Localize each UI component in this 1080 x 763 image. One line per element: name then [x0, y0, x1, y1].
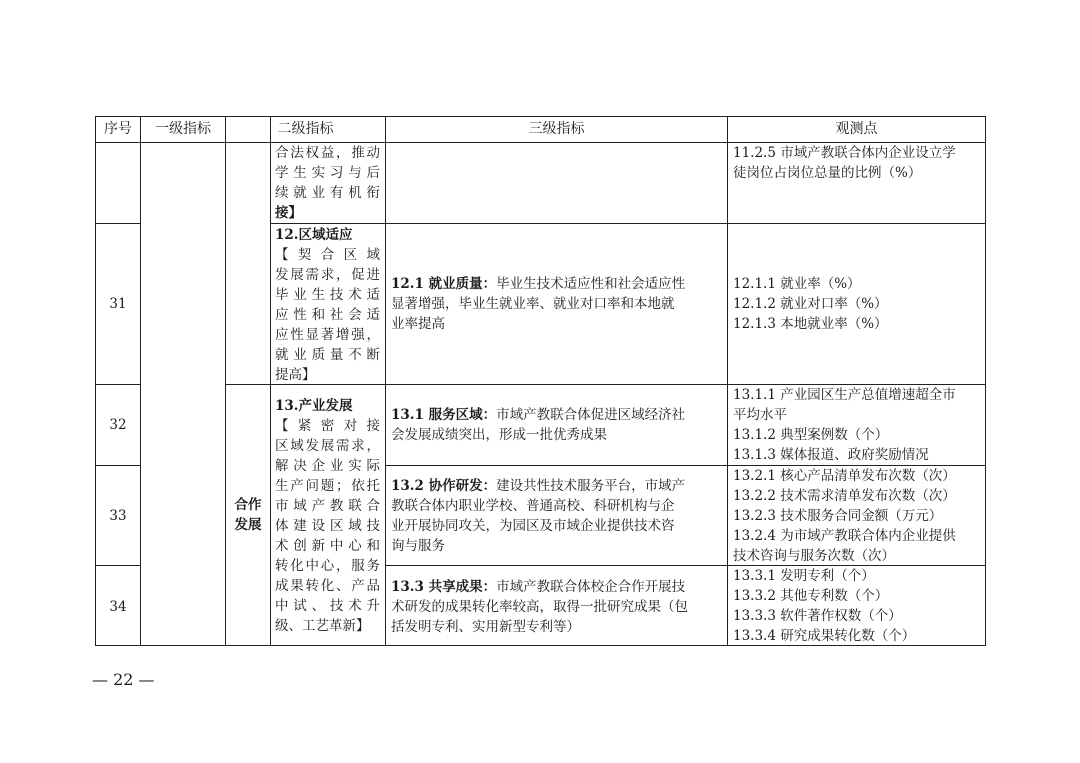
- row-33-observation-line: 13.2.4 为市域产教联合体内企业提供: [733, 528, 956, 544]
- row-33-level3-line: 询与服务: [391, 538, 445, 554]
- row-31-level3-title: 12.1 就业质量：: [391, 276, 497, 292]
- row-31-level3-line: 业率提高: [391, 316, 445, 332]
- row-32-level3-line: 会发展成绩突出，形成一批优秀成果: [391, 427, 607, 443]
- industry-level2-line: 级、工艺革新】: [275, 618, 370, 634]
- row-32-observation-line: 13.1.2 典型案例数（个）: [733, 427, 889, 443]
- header-level1: 一级指标: [155, 121, 211, 137]
- row-31-seq: 31: [109, 296, 127, 312]
- row-32-observation-line: 13.1.3 媒体报道、政府奖励情况: [733, 447, 929, 463]
- row-34-observation-line: 13.3.2 其他专利数（个）: [733, 588, 889, 604]
- continued-level2-line: 接】: [275, 205, 302, 221]
- row-34-level3-text: 市域产教联合体校企合作开展技: [496, 579, 686, 595]
- row-34-level3-line: 术研发的成果转化率较高，取得一批研究成果（包: [391, 599, 688, 615]
- row-33-level3-line: [391, 476, 685, 496]
- row-31-level2-line: 发展需求，促进: [275, 267, 380, 283]
- header-seq: 序号: [104, 121, 132, 137]
- industry-level2-line: 生产问题；依托: [275, 478, 380, 494]
- industry-level2-line: 区域发展需求，: [275, 438, 380, 454]
- row-33-level3-text: 建设共性技术服务平台，市域产: [496, 478, 686, 494]
- row-33-observation-line: 技术咨询与服务次数（次）: [733, 548, 895, 564]
- industry-level2-line: 体建设区域技: [275, 518, 380, 534]
- row-31-observation-line: 12.1.1 就业率（%）: [733, 276, 861, 292]
- header-level3: 三级指标: [528, 121, 585, 137]
- continued-level2-line: 合法权益，推动: [275, 145, 380, 161]
- row-31-observation-line: 12.1.2 就业对口率（%）: [733, 296, 888, 312]
- row-33-seq: 33: [109, 508, 127, 524]
- row-34-level3-line: 括发明专利、实用新型专利等）: [391, 619, 580, 635]
- continued-level2-line: 续就业有机衔: [275, 185, 380, 201]
- row-32-seq: 32: [109, 417, 127, 433]
- row-31-level2-title: 12.区域适应: [275, 227, 353, 243]
- row-31-level3-line: 显著增强，毕业生就业率、就业对口率和本地就: [391, 296, 675, 312]
- page-number: — 22 —: [92, 670, 155, 689]
- industry-level2-line: 【紧密对接: [275, 418, 380, 434]
- row-33-level3-line: 业开展协同攻关，为园区及市域企业提供技术咨: [391, 518, 675, 534]
- row-31-level2-line: 应性和社会适: [275, 307, 380, 323]
- row-33-observation-line: 13.2.1 核心产品清单发布次数（次）: [733, 468, 956, 484]
- row-31-observation-line: 12.1.3 本地就业率（%）: [733, 316, 888, 332]
- row-31-level2-line: 应性显著增强，: [275, 327, 380, 343]
- row-33-level3-line: 教联合体内职业学校、普通高校、科研机构与企: [391, 498, 675, 514]
- level1-cell-line: 发展: [234, 517, 262, 533]
- level1-cell-line: 合作: [234, 497, 262, 513]
- row-32-observation-line: 平均水平: [733, 407, 787, 423]
- header-level2: 二级指标: [277, 121, 334, 137]
- row-31-level2-line: 就业质量不断: [275, 347, 380, 363]
- industry-level2-line: 转化中心，服务: [275, 558, 380, 574]
- continued-level2-line: 学生实习与后: [275, 165, 380, 181]
- continued-observation-line: 徒岗位占岗位总量的比例（%）: [733, 165, 922, 181]
- industry-level2-line: 术创新中心和: [275, 538, 380, 554]
- row-31-level2-line: 【契合区域: [275, 247, 380, 263]
- industry-level2-line: 成果转化、产品: [275, 578, 380, 594]
- industry-level2-line: 解决企业实际: [275, 458, 380, 474]
- row-32-observation-line: 13.1.1 产业园区生产总值增速超全市: [733, 387, 956, 403]
- industry-level2-title: 13.产业发展: [275, 398, 353, 414]
- row-34-seq: 34: [109, 599, 127, 615]
- row-34-observation-line: 13.3.4 研究成果转化数（个）: [733, 628, 916, 644]
- row-32-level3-text: 市域产教联合体促进区域经济社: [496, 407, 686, 423]
- row-33-observation-line: 13.2.2 技术需求清单发布次数（次）: [733, 488, 956, 504]
- row-34-level3-line: [391, 577, 685, 597]
- row-33-observation-line: 13.2.3 技术服务合同金额（万元）: [733, 508, 943, 524]
- row-33-level3-title: 13.2 协作研发：: [391, 478, 497, 494]
- industry-level2-line: 市域产教联合: [275, 498, 380, 514]
- row-31-level3-text: 毕业生技术适应性和社会适应性: [496, 276, 686, 292]
- header-observation: 观测点: [835, 121, 878, 137]
- row-32-level3-line: [391, 405, 685, 425]
- continued-observation-line: 11.2.5 市域产教联合体内企业设立学: [733, 145, 956, 161]
- row-34-level3-title: 13.3 共享成果：: [391, 579, 497, 595]
- row-34-observation-line: 13.3.3 软件著作权数（个）: [733, 608, 902, 624]
- row-31-level2-line: 毕业生技术适: [275, 287, 380, 303]
- row-34-observation-line: 13.3.1 发明专利（个）: [733, 568, 875, 584]
- row-31-level2-line: 提高】: [275, 367, 316, 383]
- row-31-level3-line: [391, 274, 685, 294]
- industry-level2-line: 中试、技术升: [275, 598, 380, 614]
- row-32-level3-title: 13.1 服务区域：: [391, 407, 497, 423]
